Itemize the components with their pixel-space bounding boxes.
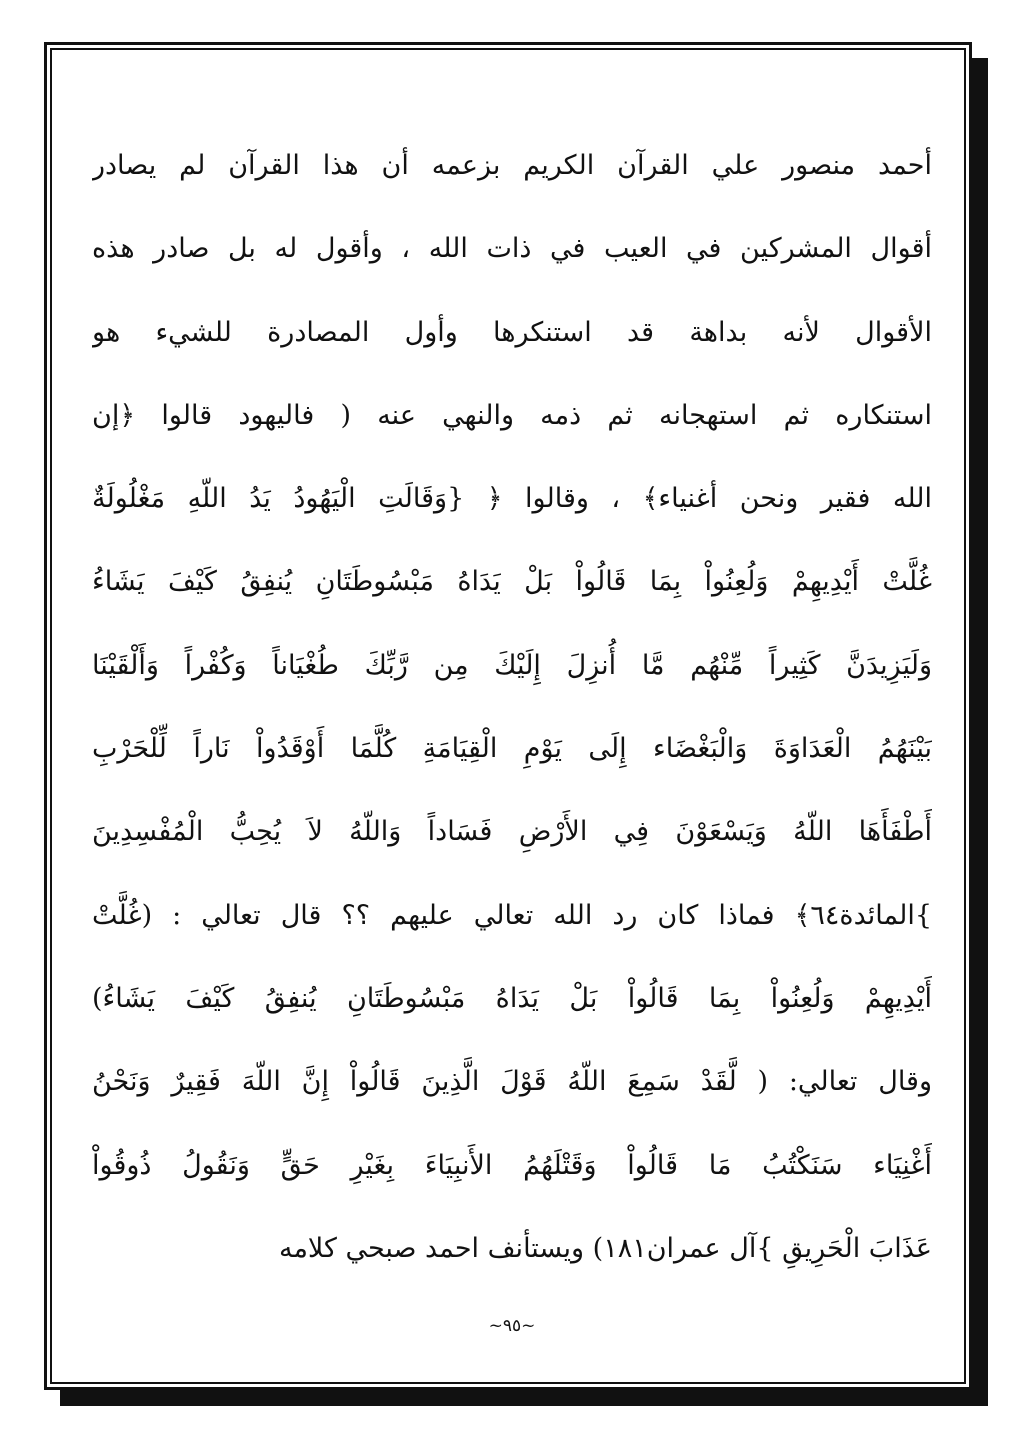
text-line-13: أَغْنِيَاء سَنَكْتُبُ مَا قَالُواْ وَقَتْلَهُمُ الأَنبِيَاءَ بِغَيْرِ حَقٍّ وَنَقُولُ ذُوقُواْ [92, 1149, 932, 1181]
text-line-5: الله فقير ونحن أغنياء﴾ ، وقالوا ﴿ {وَقَالَتِ الْيَهُودُ يَدُ اللّهِ مَغْلُولَةٌ [92, 483, 932, 515]
text-line-12: وقال تعالي: ( لَّقَدْ سَمِعَ اللّهُ قَوْلَ الَّذِينَ قَالُواْ إِنَّ اللّهَ فَقِيرٌ وَنَحْنُ [92, 1066, 932, 1098]
page-number: ~٩٥~ [488, 1316, 536, 1336]
document-body [92, 124, 932, 1294]
text-line-1: أحمد منصور علي القرآن الكريم بزعمه أن هذا القرآن لم يصادر [92, 150, 932, 181]
text-line-7: وَلَيَزِيدَنَّ كَثِيراً مِّنْهُم مَّا أُنزِلَ إِلَيْكَ مِن رَّبِّكَ طُغْيَاناً وَكُفْراً وَأَلْقَيْنَا [92, 649, 932, 681]
text-line-8: بَيْنَهُمُ الْعَدَاوَةَ وَالْبَغْضَاء إِلَى يَوْمِ الْقِيَامَةِ كُلَّمَا أَوْقَدُواْ نَاراً لِّلْحَرْبِ [92, 733, 932, 765]
text-line-11: أَيْدِيهِمْ وَلُعِنُواْ بِمَا قَالُواْ بَلْ يَدَاهُ مَبْسُوطَتَانِ يُنفِقُ كَيْفَ يَشَاءُ) [92, 982, 932, 1014]
text-line-2: أقوال المشركين في العيب في ذات الله ، وأقول له بل صادر هذه [92, 233, 932, 265]
text-line-9: أَطْفَأَهَا اللّهُ وَيَسْعَوْنَ فِي الأَرْضِ فَسَاداً وَاللّهُ لاَ يُحِبُّ الْمُفْسِدِينَ [92, 816, 932, 848]
text-line-10: }المائدة٦٤﴾ فماذا كان رد الله تعالي عليهم ؟؟ قال تعالي : (غُلَّتْ [92, 899, 932, 931]
text-line-14: عَذَابَ الْحَرِيقِ }آل عمران١٨١) ويستأنف احمد صبحي كلامه [278, 1232, 932, 1264]
text-line-6: غُلَّتْ أَيْدِيهِمْ وَلُعِنُواْ بِمَا قَالُواْ بَلْ يَدَاهُ مَبْسُوطَتَانِ يُنفِقُ كَيْفَ يَشَاءُ [92, 566, 932, 598]
text-line-3: الأقوال لأنه بداهة قد استنكرها وأول المصادرة للشيء هو [92, 316, 932, 348]
text-line-4: استنكاره ثم استهجانه ثم ذمه والنهي عنه ( فاليهود قالوا ﴿إن [92, 399, 932, 431]
